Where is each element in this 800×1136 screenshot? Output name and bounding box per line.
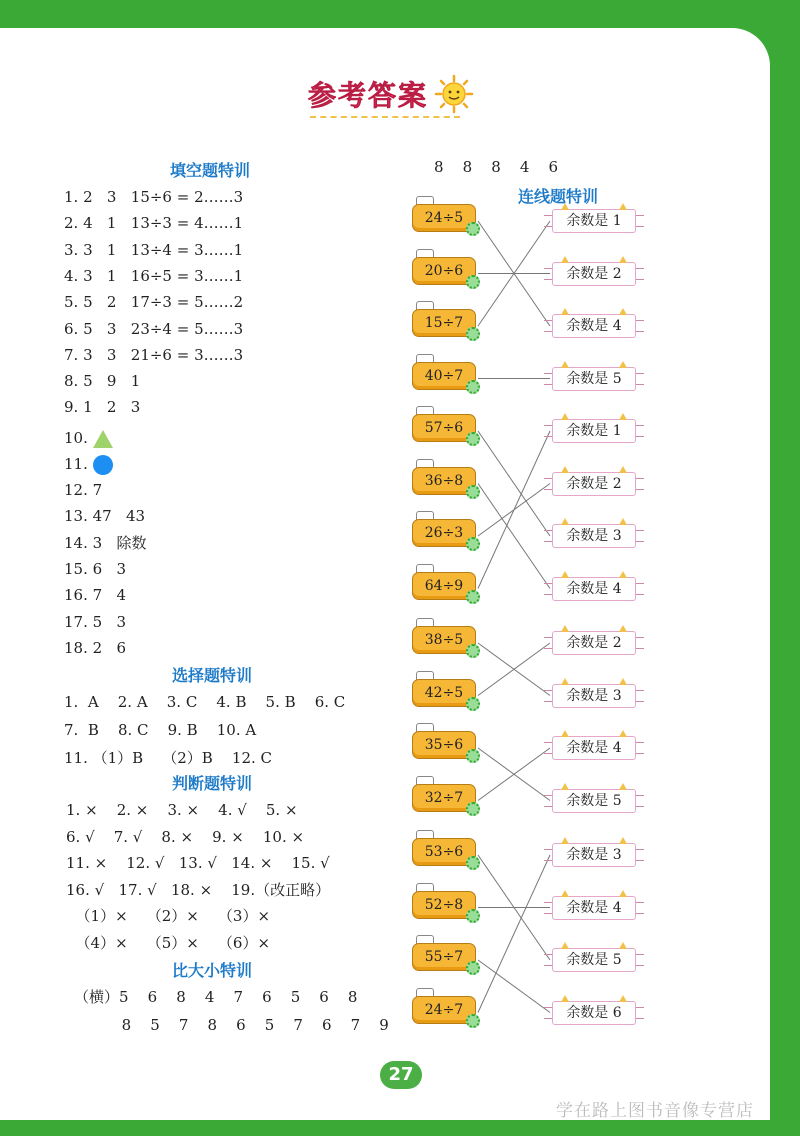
division-expression: 64÷9 <box>412 572 476 600</box>
division-card <box>412 988 478 1030</box>
remainder-label: 余数是 4 <box>566 318 622 334</box>
division-expression: 35÷6 <box>412 731 476 759</box>
ear-icon <box>619 203 627 210</box>
division-card <box>412 883 478 925</box>
ear-icon <box>619 256 627 263</box>
remainder-card <box>552 896 636 920</box>
division-expression: 40÷7 <box>412 362 476 390</box>
whisker-icon <box>636 1007 644 1019</box>
gear-icon <box>466 380 480 394</box>
ear-icon <box>561 308 569 315</box>
answer-line: 2. 4 1 13÷3 = 4……1 <box>64 214 244 233</box>
ear-icon <box>619 361 627 368</box>
answer-line: （横）5 6 8 4 7 6 5 6 8 <box>74 988 358 1006</box>
whisker-icon <box>544 1007 552 1019</box>
whisker-icon <box>636 954 644 966</box>
remainder-card <box>552 524 636 548</box>
remainder-label: 余数是 4 <box>566 740 622 756</box>
whisker-icon <box>544 425 552 437</box>
division-expression: 20÷6 <box>412 257 476 285</box>
whisker-icon <box>636 425 644 437</box>
remainder-card <box>552 948 636 972</box>
remainder-label: 余数是 3 <box>566 687 622 704</box>
remainder-card <box>552 262 636 286</box>
remainder-card <box>552 577 636 601</box>
division-expression: 52÷8 <box>412 891 476 919</box>
whisker-icon <box>544 637 552 649</box>
whisker-icon <box>636 742 644 754</box>
ear-icon <box>619 942 627 949</box>
remainder-card <box>552 209 636 233</box>
ear-icon <box>619 678 627 685</box>
ear-icon <box>619 890 627 897</box>
whisker-icon <box>636 690 644 702</box>
division-card <box>412 406 478 448</box>
judge-heading: 判断题特训 <box>172 774 253 793</box>
remainder-label: 余数是 4 <box>566 580 622 597</box>
whisker-icon <box>636 637 644 649</box>
remainder-label: 余数是 2 <box>566 475 622 492</box>
division-expression: 57÷6 <box>412 414 476 442</box>
gear-icon <box>466 485 480 499</box>
answer-line: 1. × 2. × 3. × 4. √ 5. × <box>66 801 298 819</box>
right-top-answers: 8 8 8 4 6 <box>434 158 559 176</box>
division-card <box>412 564 478 606</box>
page-title: 参考答案 <box>308 79 429 112</box>
division-expression: 24÷5 <box>412 204 476 232</box>
ear-icon <box>619 783 627 790</box>
division-expression: 36÷8 <box>412 467 476 495</box>
remainder-card <box>552 843 636 867</box>
ear-icon <box>561 678 569 685</box>
answer-line: （4）× （5）× （6）× <box>66 933 271 952</box>
answer-line: 17. 5 3 <box>64 612 127 631</box>
gear-icon <box>466 222 480 236</box>
ear-icon <box>561 466 569 473</box>
whisker-icon <box>636 320 644 332</box>
choice-heading: 选择题特训 <box>172 666 253 685</box>
remainder-label: 余数是 1 <box>566 213 622 229</box>
whisker-icon <box>636 583 644 595</box>
division-card <box>412 723 478 765</box>
match-link <box>478 431 550 536</box>
ear-icon <box>561 890 569 897</box>
whisker-icon <box>544 795 552 807</box>
remainder-label: 余数是 2 <box>566 635 622 651</box>
gear-icon <box>466 327 480 341</box>
whisker-icon <box>636 530 644 542</box>
answer-line: 6. √ 7. √ 8. × 9. × 10. × <box>66 827 305 846</box>
remainder-card <box>552 472 636 496</box>
remainder-label: 余数是 2 <box>566 265 622 282</box>
division-expression: 42÷5 <box>412 679 476 707</box>
gear-icon <box>466 590 480 604</box>
ear-icon <box>561 361 569 368</box>
remainder-label: 余数是 3 <box>566 847 622 863</box>
remainder-label: 余数是 5 <box>566 370 622 387</box>
ear-icon <box>561 256 569 263</box>
whisker-icon <box>636 849 644 861</box>
remainder-card <box>552 314 636 338</box>
whisker-icon <box>636 373 644 385</box>
gear-icon <box>466 856 480 870</box>
ear-icon <box>619 518 627 525</box>
ear-icon <box>561 783 569 790</box>
ear-icon <box>561 518 569 525</box>
ear-icon <box>619 571 627 578</box>
ear-icon <box>561 730 569 737</box>
gear-icon <box>466 749 480 763</box>
gear-icon <box>466 432 480 446</box>
answer-line: 15. 6 3 <box>64 559 127 578</box>
ear-icon <box>619 625 627 632</box>
whisker-icon <box>544 268 552 280</box>
division-card <box>412 935 478 977</box>
whisker-icon <box>544 583 552 595</box>
division-card <box>412 196 478 238</box>
gear-icon <box>466 1014 480 1028</box>
ear-icon <box>561 837 569 844</box>
division-card <box>412 830 478 872</box>
answer-line: 16. √ 17. √ 18. × 19.（改正略） <box>66 880 331 899</box>
whisker-icon <box>544 215 552 227</box>
remainder-card <box>552 631 636 655</box>
ear-icon <box>619 837 627 844</box>
answer-line: 8 5 7 8 6 5 7 6 7 9 <box>74 1016 389 1034</box>
answer-line: 5. 5 2 17÷3 = 5……2 <box>64 293 244 312</box>
item-11-number: 11. <box>64 455 88 473</box>
remainder-label: 余数是 4 <box>566 899 622 916</box>
answer-line: 4. 3 1 16÷5 = 3……1 <box>64 266 244 285</box>
ear-icon <box>561 203 569 210</box>
whisker-icon <box>636 268 644 280</box>
whisker-icon <box>544 478 552 490</box>
whisker-icon <box>544 902 552 914</box>
remainder-card <box>552 419 636 443</box>
match-heading: 连线题特训 <box>518 187 599 206</box>
remainder-label: 余数是 1 <box>566 423 622 439</box>
item-10-number: 10. <box>64 429 88 447</box>
division-expression: 15÷7 <box>412 309 476 337</box>
whisker-icon <box>544 530 552 542</box>
whisker-icon <box>544 742 552 754</box>
watermark: 学在路上图书音像专营店 <box>556 1101 754 1121</box>
answer-line: 7. 3 3 21÷6 = 3……3 <box>64 345 244 364</box>
division-card <box>412 511 478 553</box>
answer-line: 13. 47 43 <box>64 507 146 526</box>
division-expression: 26÷3 <box>412 519 476 547</box>
ear-icon <box>619 995 627 1002</box>
ear-icon <box>619 308 627 315</box>
answer-line: 1. 2 3 15÷6 = 2……3 <box>64 188 244 206</box>
match-link <box>478 960 550 1013</box>
remainder-card <box>552 684 636 708</box>
whisker-icon <box>544 849 552 861</box>
division-card <box>412 618 478 660</box>
remainder-label: 余数是 5 <box>566 792 622 809</box>
ear-icon <box>561 625 569 632</box>
answer-line: 11. × 12. √ 13. √ 14. × 15. √ <box>66 854 330 872</box>
answer-line: 9. 1 2 3 <box>64 398 141 417</box>
whisker-icon <box>544 373 552 385</box>
page-number: 27 <box>380 1061 422 1089</box>
division-card <box>412 671 478 713</box>
remainder-card <box>552 367 636 391</box>
compare-heading: 比大小特训 <box>172 961 253 980</box>
ear-icon <box>619 466 627 473</box>
division-card <box>412 354 478 396</box>
ear-icon <box>561 413 569 420</box>
fill-heading: 填空题特训 <box>170 161 251 180</box>
division-card <box>412 459 478 501</box>
division-expression: 38÷5 <box>412 626 476 654</box>
ear-icon <box>561 942 569 949</box>
answer-line: 11. （1）B （2）B 12. C <box>64 749 273 767</box>
ear-icon <box>561 995 569 1002</box>
whisker-icon <box>544 690 552 702</box>
division-expression: 53÷6 <box>412 838 476 866</box>
division-expression: 24÷7 <box>412 996 476 1024</box>
whisker-icon <box>636 478 644 490</box>
gear-icon <box>466 697 480 711</box>
answer-line: （1）× （2）× （3）× <box>66 907 271 925</box>
division-card <box>412 301 478 343</box>
answer-line: 14. 3 除数 <box>64 533 147 552</box>
division-card <box>412 249 478 291</box>
division-expression: 32÷7 <box>412 784 476 812</box>
gear-icon <box>466 961 480 975</box>
match-link <box>478 484 550 589</box>
gear-icon <box>466 802 480 816</box>
answer-line: 1. A 2. A 3. C 4. B 5. B 6. C <box>64 693 346 711</box>
remainder-label: 余数是 6 <box>566 1004 622 1021</box>
answer-line: 6. 5 3 23÷4 = 5……3 <box>64 319 244 338</box>
remainder-card <box>552 789 636 813</box>
answer-line: 18. 2 6 <box>64 638 127 657</box>
match-link <box>478 431 550 589</box>
whisker-icon <box>636 902 644 914</box>
whisker-icon <box>636 215 644 227</box>
whisker-icon <box>544 954 552 966</box>
match-link <box>478 855 550 1013</box>
whisker-icon <box>636 795 644 807</box>
answer-line: 16. 7 4 <box>64 586 127 605</box>
ear-icon <box>619 730 627 737</box>
ear-icon <box>619 413 627 420</box>
division-expression: 55÷7 <box>412 943 476 971</box>
gear-icon <box>466 275 480 289</box>
answer-line: 3. 3 1 13÷4 = 3……1 <box>64 240 244 259</box>
whisker-icon <box>544 320 552 332</box>
gear-icon <box>466 909 480 923</box>
answer-line: 12. 7 <box>64 481 103 499</box>
answer-line: 7. B 8. C 9. B 10. A <box>64 721 257 739</box>
division-card <box>412 776 478 818</box>
remainder-card <box>552 736 636 760</box>
remainder-card <box>552 1001 636 1025</box>
gear-icon <box>466 537 480 551</box>
answer-line: 8. 5 9 1 <box>64 372 141 391</box>
gear-icon <box>466 644 480 658</box>
remainder-label: 余数是 5 <box>566 952 622 968</box>
remainder-label: 余数是 3 <box>566 528 622 544</box>
ear-icon <box>561 571 569 578</box>
